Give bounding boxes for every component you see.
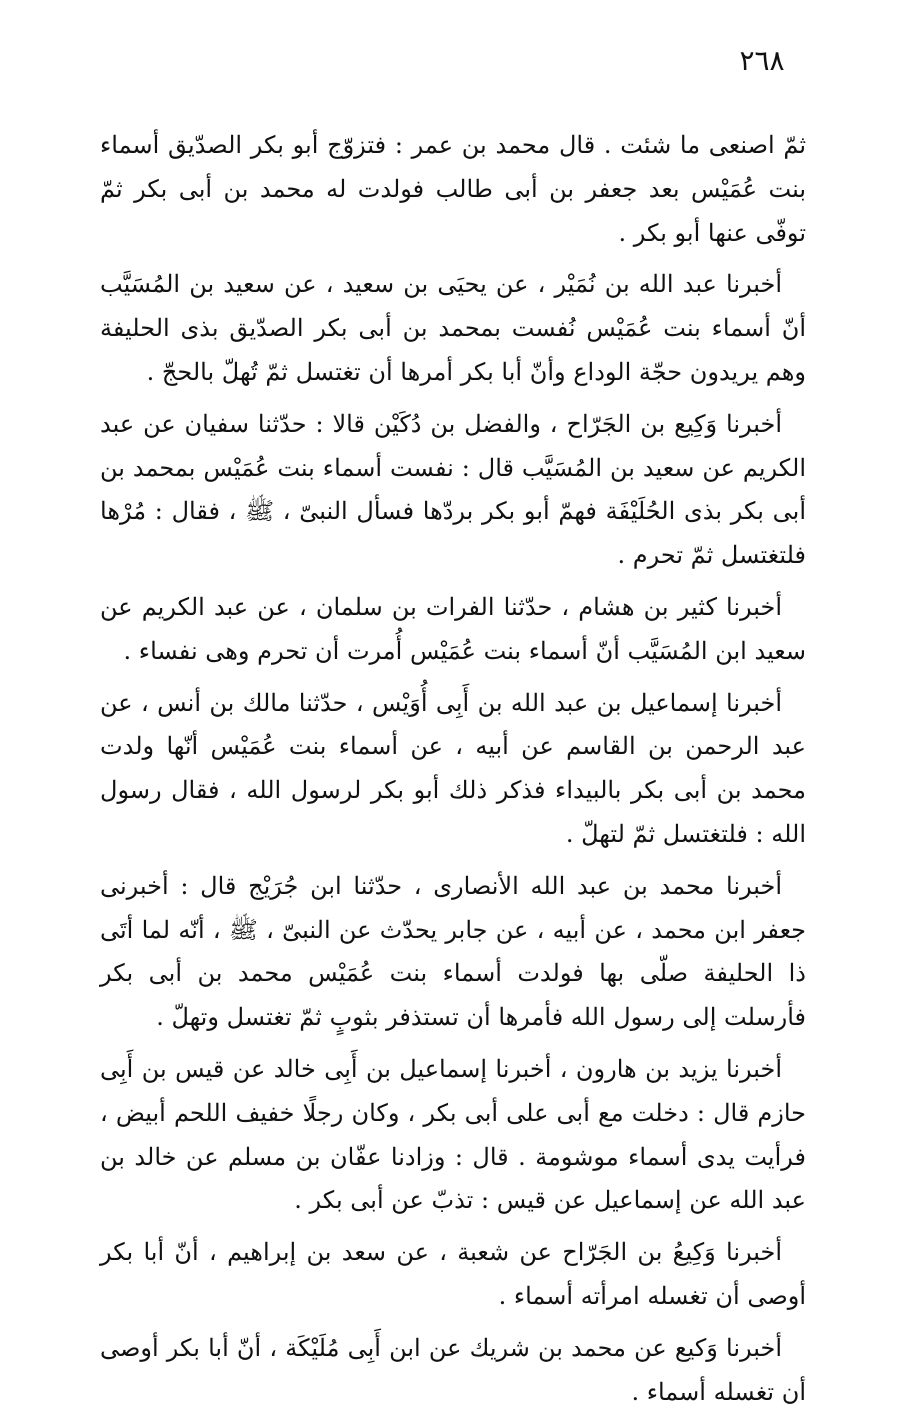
- page-body: [100, 124, 806, 1422]
- paragraph: أخبرنا محمد بن عبد الله الأنصارى ، حدّثنا ابن جُرَيْج قال : أخبرنى جعفر ابن محمد ، عن أبيه ، عن جابر يحدّث عن النبىّ ، ﷺ ، أنّه لما أتَى ذا الحليفة صلّى بها فولدت أسماء بنت عُمَيْس محمد بن أبى بكر فأرسلت إلى رسول الله فأمرها أن تستذفر بثوبٍ ثمّ تغتسل وتهلّ .: [100, 871, 806, 1032]
- paragraph: أخبرنا عبد الله بن نُمَيْر ، عن يحيَى بن سعيد ، عن سعيد بن المُسَيَّب أنّ أسماء بنت عُمَيْس نُفست بمحمد بن أبى بكر الصدّيق بذى الحليفة وهم يريدون حجّة الوداع وأنّ أبا بكر أمرها أن تغتسل ثمّ تُهلّ بالحجّ .: [100, 270, 806, 386]
- paragraph: أخبرنا وَكيع عن محمد بن شريك عن ابن أَبِى مُلَيْكَة ، أنّ أبا بكر أوصى أن تغسله أسماء .: [100, 1333, 806, 1406]
- paragraph: أخبرنا وَكِيع بن الجَرّاح ، والفضل بن دُكَيْن قالا : حدّثنا سفيان عن عبد الكريم عن سعيد بن المُسَيَّب قال : نفست أسماء بنت عُمَيْس بمحمد بن أبى بكر بذى الحُلَيْفَة فهمّ أبو بكر بردّها فسأل النبىّ ، ﷺ ، فقال : مُرْها فلتغتسل ثمّ تحرم .: [100, 409, 806, 570]
- paragraph: أخبرنا كثير بن هشام ، حدّثنا الفرات بن سلمان ، عن عبد الكريم عن سعيد ابن المُسَيَّب أنّ أسماء بنت عُمَيْس أُمرت أن تحرم وهى نفساء .: [100, 592, 806, 665]
- paragraph: أخبرنا إسماعيل بن عبد الله بن أَبِى أُوَيْس ، حدّثنا مالك بن أنس ، عن عبد الرحمن بن القاسم عن أبيه ، عن أسماء بنت عُمَيْس أنّها ولدت محمد بن أبى بكر بالبيداء فذكر ذلك أبو بكر لرسول الله ، فقال رسول الله : فلتغتسل ثمّ لتهلّ .: [100, 688, 806, 848]
- paragraph: أخبرنا يزيد بن هارون ، أخبرنا إسماعيل بن أَبِى خالد عن قيس بن أَبِى حازم قال : دخلت مع أبى على أبى بكر ، وكان رجلًا خفيف اللحم أبيض ، فرأيت يدى أسماء موشومة . قال : وزادنا عفّان بن مسلم عن خالد بن عبد الله عن إسماعيل عن قيس : تذبّ عن أبى بكر .: [100, 1054, 806, 1215]
- paragraph: ثمّ اصنعى ما شئت . قال محمد بن عمر : فتزوّج أبو بكر الصدّيق أسماء بنت عُمَيْس بعد جعفر بن أبى طالب فولدت له محمد بن أبى بكر ثمّ توفّى عنها أبو بكر .: [100, 131, 806, 247]
- page-number: ٢٦٨: [739, 44, 785, 77]
- paragraph: أخبرنا وَكِيعُ بن الجَرّاح عن شعبة ، عن سعد بن إبراهيم ، أنّ أبا بكر أوصى أن تغسله امرأته أسماء .: [100, 1238, 806, 1310]
